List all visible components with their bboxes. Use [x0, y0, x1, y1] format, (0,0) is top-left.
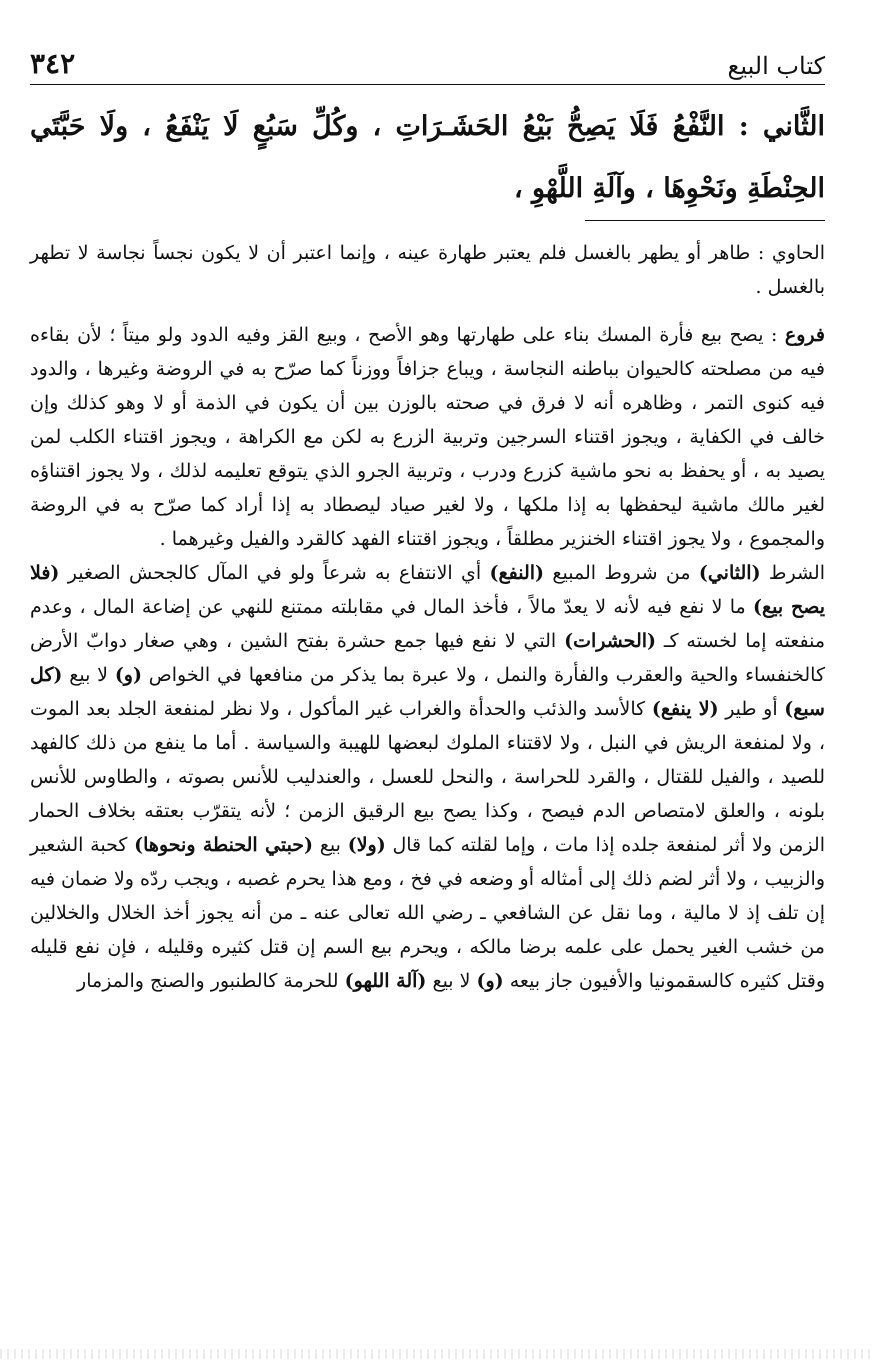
running-title: كتاب البيع	[727, 52, 825, 80]
quoted-term: (الحشرات)	[564, 630, 657, 652]
commentary	[30, 236, 825, 998]
quoted-term: (النفع)	[489, 562, 545, 584]
quoted-term: (حبتي الحنطة ونحوها)	[134, 834, 314, 856]
commentary-paragraph-2: فروع : يصح بيع فأرة المسك بناء على طهارتها وهو الأصح ، وبيع القز وفيه الدود ولو ميتاً ؛ لأن بقاءه فيه من مصلحته كالحيوان بباطنه النجاسة ، ويباع جزافاً ووزناً كما صرّح به في الروضة وغيرها ، والدود فيه كنوى التمر ، وظاهره أنه لا فرق في صحته بالوزن بين أن يكون في الذمة أو لا وهو كذلك وإن خالف في الكفاية ، ويجوز اقتناء السرجين وتربية الزرع به لكن مع الكراهة ، ويجوز اقتناء الكلب لمن يصيد به ، أو يحفظ به نحو ماشية كزرع ودرب ، وتربية الجرو الذي يتوقع تعليمه لذلك ، ولا يجوز اقتناؤه لغير مالك ماشية ليحفظها به إذا ملكها ، ولا لغير صياد ليصطاد به إذا أراد كما صرّح به في الروضة والمجموع ، ولا يجوز اقتناء الخنزير مطلقاً ، ويجوز اقتناء الفهد كالقرد والفيل وغيرهما .	[30, 324, 825, 550]
quoted-term: (و)	[114, 664, 142, 686]
quoted-term: (الثاني)	[698, 562, 761, 584]
scan-noise	[0, 1349, 873, 1359]
commentary-paragraph-1: الحاوي : طاهر أو يطهر بالغسل فلم يعتبر طهارة عينه ، وإنما اعتبر أن لا يكون نجساً نجاسة لا تطهر بالغسل .	[30, 242, 825, 298]
quoted-term: (فلا يصح بيع)	[30, 562, 825, 618]
quoted-term: (كل سبع)	[30, 664, 825, 720]
quoted-term: (و)	[476, 970, 504, 992]
page-header	[30, 40, 825, 80]
separator-rule	[585, 220, 825, 221]
quoted-term: (لا ينفع)	[651, 698, 719, 720]
page-number: ٣٤٢	[30, 47, 76, 80]
quoted-term: (ولا)	[347, 834, 386, 856]
main-text: الثَّاني : النَّفْعُ فَلَا يَصِحُّ بَيْعُ الحَشَـرَاتِ ، وكُلِّ سَبُعٍ لَا يَنْفَعُ ، ولَا حَبَّتَي الحِنْطَةِ ونَحْوِهَا ، وآلَةِ اللَّهْوِ ،	[30, 111, 825, 204]
header-rule	[30, 84, 825, 85]
commentary-paragraph-3: الشرط (الثاني) من شروط المبيع (النفع) أي الانتفاع به شرعاً ولو في المآل كالجحش الصغير (فلا يصح بيع) ما لا نفع فيه لأنه لا يعدّ مالاً ، فأخذ المال في مقابلته ممتنع للنهي عن إضاعة المال ، وعدم منفعته إما لخسته كـ (الحشرات) التي لا نفع فيها جمع حشرة بفتح الشين ، وهي صغار دوابّ الأرض كالخنفساء والحية والعقرب والفأرة والنمل ، ولا عبرة بما يذكر من منافعها في الخواص (و) لا بيع (كل سبع) أو طير (لا ينفع) كالأسد والذئب والحدأة والغراب غير المأكول ، ولا نظر لمنفعة الجلد بعد الموت ، ولا لمنفعة الريش في النبل ، ولا لاقتناء الملوك لبعضها للهيبة والسياسة . أما ما ينفع من ذلك كالفهد للصيد ، والفيل للقتال ، والقرد للحراسة ، والنحل للعسل ، والعندليب للأنس بصوته ، والطاوس للأنس بلونه ، والعلق لامتصاص الدم فيصح ، وكذا يصح بيع الرقيق الزمن ؛ لأنه يتقرّب بعتقه بخلاف الحمار الزمن ولا أثر لمنفعة جلده إذا مات ، وإما لقلته كما قال (ولا) بيع (حبتي الحنطة ونحوها) كحبة الشعير والزبيب ، ولا أثر لضم ذلك إلى أمثاله أو وضعه في فخ ، ومع هذا يحرم غصبه ، ويجب ردّه ولا ضمان فيه إن تلف إذ لا مالية ، وما نقل عن الشافعي ـ رضي الله تعالى عنه ـ من أنه يجوز أخذ الخلال والخلالين من خشب الغير يحمل على علمه برضا مالكه ، ويحرم بيع السم إن قتل كثيره وقليله ، فإن نفع قليله وقتل كثيره كالسقمونيا والأفيون جاز بيعه (و) لا بيع (آلة اللهو) للحرمة كالطنبور والصنج والمزمار	[30, 562, 825, 992]
quoted-term: (آلة اللهو)	[344, 970, 427, 992]
section-heading: فروع	[784, 324, 825, 346]
